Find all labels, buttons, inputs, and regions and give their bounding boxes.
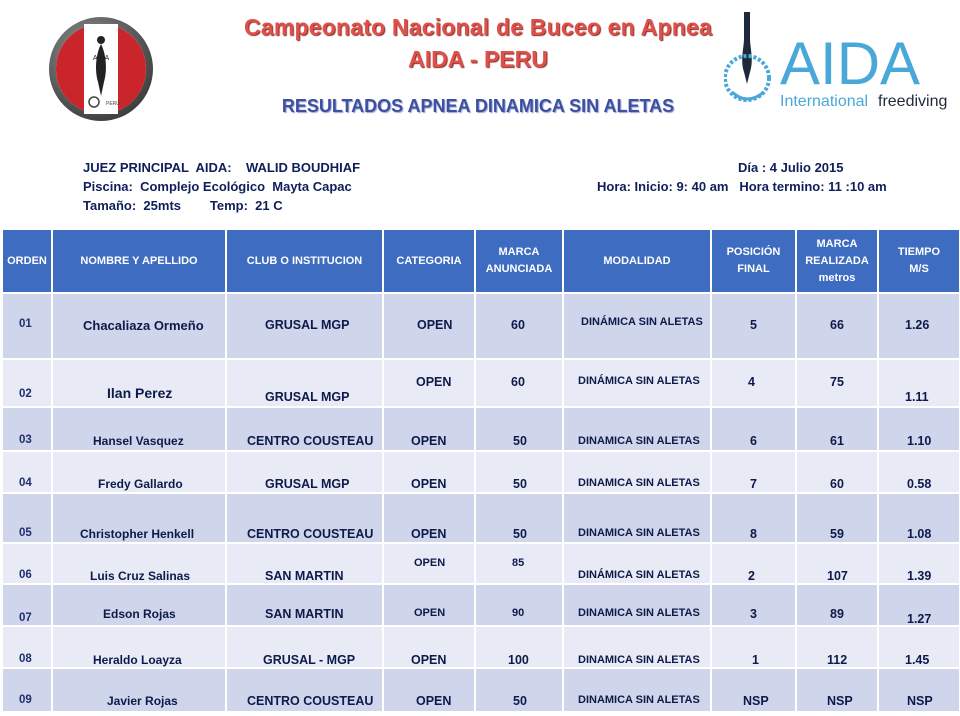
cell-tiempo: 1.08 xyxy=(907,527,932,541)
event-subtitle: AIDA - PERU xyxy=(408,46,548,72)
cell-nombre: Edson Rojas xyxy=(103,607,176,621)
info-dia: Día : 4 Julio 2015 xyxy=(738,160,844,175)
cell-marca-anunciada: 50 xyxy=(513,434,527,448)
cell-tiempo: 1.39 xyxy=(907,569,932,583)
cell-orden: 02 xyxy=(19,388,32,400)
cell-nombre: Luis Cruz Salinas xyxy=(90,569,191,583)
cell-tiempo: 1.45 xyxy=(905,653,930,667)
cell-orden: 08 xyxy=(19,653,32,665)
aida-peru-logo xyxy=(48,16,154,122)
cell-nombre: Ilan Perez xyxy=(107,385,173,401)
cell-nombre: Javier Rojas xyxy=(107,694,178,708)
cell-club: CENTRO COUSTEAU xyxy=(247,694,374,708)
cell-categoria: OPEN xyxy=(411,477,447,491)
svg-text:International: International xyxy=(780,93,869,110)
cell-tiempo: NSP xyxy=(907,694,933,708)
table-row xyxy=(2,626,960,668)
cell-posicion: NSP xyxy=(743,694,769,708)
info-hora: Hora: Inicio: 9: 40 am Hora termino: 11 :10 am xyxy=(597,179,887,194)
svg-text:AIDA: AIDA xyxy=(92,55,110,62)
cell-club: GRUSAL MGP xyxy=(265,318,350,332)
cell-posicion: 3 xyxy=(750,607,757,621)
cell-modalidad: DINÁMICA SIN ALETAS xyxy=(581,316,703,328)
cell-orden: 04 xyxy=(19,477,32,489)
cell-modalidad: DINAMICA SIN ALETAS xyxy=(578,527,700,539)
col-categoria: CATEGORIA xyxy=(383,229,475,293)
cell-orden: 07 xyxy=(19,612,32,624)
cell-club: SAN MARTIN xyxy=(265,569,344,583)
cell-club: GRUSAL MGP xyxy=(265,390,350,404)
cell-tiempo: 0.58 xyxy=(907,477,932,491)
cell-tiempo: 1.11 xyxy=(905,390,929,404)
table-row xyxy=(2,359,960,407)
col-marca-realizada: MARCA REALIZADA metros xyxy=(796,229,878,293)
cell-tiempo: 1.10 xyxy=(907,434,932,448)
col-orden: ORDEN xyxy=(2,229,52,293)
cell-modalidad: DINAMICA SIN ALETAS xyxy=(578,477,700,489)
cell-nombre: Fredy Gallardo xyxy=(98,477,183,491)
cell-club: CENTRO COUSTEAU xyxy=(247,527,374,541)
cell-categoria: OPEN xyxy=(416,375,452,389)
cell-modalidad: DINÁMICA SIN ALETAS xyxy=(578,569,700,581)
table-row xyxy=(2,668,960,712)
cell-marca-realizada: 89 xyxy=(830,607,844,621)
svg-text:PERÚ: PERÚ xyxy=(106,101,120,107)
results-table xyxy=(1,228,960,713)
header xyxy=(0,0,960,228)
cell-categoria: OPEN xyxy=(414,607,446,619)
cell-orden: 01 xyxy=(19,318,32,330)
cell-club: SAN MARTIN xyxy=(265,607,344,621)
cell-marca-realizada: 59 xyxy=(830,527,844,541)
col-modalidad: MODALIDAD xyxy=(563,229,711,293)
cell-club: GRUSAL - MGP xyxy=(263,653,356,667)
cell-categoria: OPEN xyxy=(411,434,447,448)
results-title: RESULTADOS APNEA DINAMICA SIN ALETAS xyxy=(281,96,675,116)
cell-marca-realizada: 107 xyxy=(827,569,848,583)
table-row xyxy=(2,493,960,543)
col-club: CLUB O INSTITUCION xyxy=(226,229,383,293)
cell-modalidad: DINAMICA SIN ALETAS xyxy=(578,435,700,447)
cell-posicion: 4 xyxy=(748,375,755,389)
cell-categoria: OPEN xyxy=(411,653,447,667)
col-tiempo: TIEMPO M/S xyxy=(878,229,960,293)
col-marca-anunciada: MARCA ANUNCIADA xyxy=(475,229,563,293)
cell-marca-anunciada: 50 xyxy=(513,694,527,708)
cell-orden: 03 xyxy=(19,434,32,446)
cell-modalidad: DINAMICA SIN ALETAS xyxy=(578,654,700,666)
info-juez: JUEZ PRINCIPAL AIDA: WALID BOUDHIAF xyxy=(83,160,361,175)
cell-nombre: Chacaliaza Ormeño xyxy=(83,318,204,333)
cell-modalidad: DINAMICA SIN ALETAS xyxy=(578,694,700,706)
cell-nombre: Christopher Henkell xyxy=(80,527,195,541)
table-row xyxy=(2,451,960,493)
cell-marca-realizada: 75 xyxy=(830,375,844,389)
cell-club: CENTRO COUSTEAU xyxy=(247,434,374,448)
col-posicion: POSICIÓN FINAL xyxy=(711,229,796,293)
table-header-row xyxy=(2,229,960,293)
svg-text:freediving: freediving xyxy=(878,93,948,110)
cell-tiempo: 1.26 xyxy=(905,318,930,332)
cell-marca-realizada: 112 xyxy=(827,653,848,667)
table-row xyxy=(2,407,960,451)
cell-posicion: 7 xyxy=(750,477,757,491)
event-title: Campeonato Nacional de Buceo en Apnea xyxy=(244,14,712,40)
info-piscina: Piscina: Complejo Ecológico Mayta Capac xyxy=(83,179,352,194)
cell-orden: 09 xyxy=(19,694,32,706)
cell-categoria: OPEN xyxy=(417,318,453,332)
cell-categoria: OPEN xyxy=(416,694,452,708)
cell-marca-realizada: 60 xyxy=(830,477,844,491)
cell-posicion: 2 xyxy=(748,569,755,583)
cell-tiempo: 1.27 xyxy=(907,612,932,626)
cell-posicion: 1 xyxy=(752,653,759,667)
cell-orden: 05 xyxy=(19,527,32,539)
col-nombre: NOMBRE Y APELLIDO xyxy=(52,229,226,293)
cell-marca-anunciada: 90 xyxy=(512,607,525,619)
cell-nombre: Heraldo Loayza xyxy=(93,653,182,667)
info-tamano: Tamaño: 25mts Temp: 21 C xyxy=(83,198,283,213)
cell-posicion: 5 xyxy=(750,318,757,332)
cell-modalidad: DINÁMICA SIN ALETAS xyxy=(578,375,700,387)
cell-nombre: Hansel Vasquez xyxy=(93,434,184,448)
cell-posicion: 6 xyxy=(750,434,757,448)
cell-marca-realizada: NSP xyxy=(827,694,853,708)
cell-marca-anunciada: 100 xyxy=(508,653,529,667)
svg-text:AIDA: AIDA xyxy=(780,30,921,97)
cell-modalidad: DINAMICA SIN ALETAS xyxy=(578,607,700,619)
table-row xyxy=(2,543,960,584)
cell-marca-realizada: 66 xyxy=(830,318,844,332)
cell-marca-anunciada: 60 xyxy=(511,375,525,389)
aida-international-logo xyxy=(724,8,960,112)
cell-categoria: OPEN xyxy=(411,527,447,541)
cell-posicion: 8 xyxy=(750,527,757,541)
cell-club: GRUSAL MGP xyxy=(265,477,350,491)
cell-categoria: OPEN xyxy=(414,557,446,569)
table-row xyxy=(2,293,960,359)
cell-marca-anunciada: 50 xyxy=(513,477,527,491)
cell-marca-anunciada: 85 xyxy=(512,557,525,569)
cell-marca-anunciada: 60 xyxy=(511,318,525,332)
cell-orden: 06 xyxy=(19,569,32,581)
cell-marca-realizada: 61 xyxy=(830,434,844,448)
cell-marca-anunciada: 50 xyxy=(513,527,527,541)
table-row xyxy=(2,584,960,626)
